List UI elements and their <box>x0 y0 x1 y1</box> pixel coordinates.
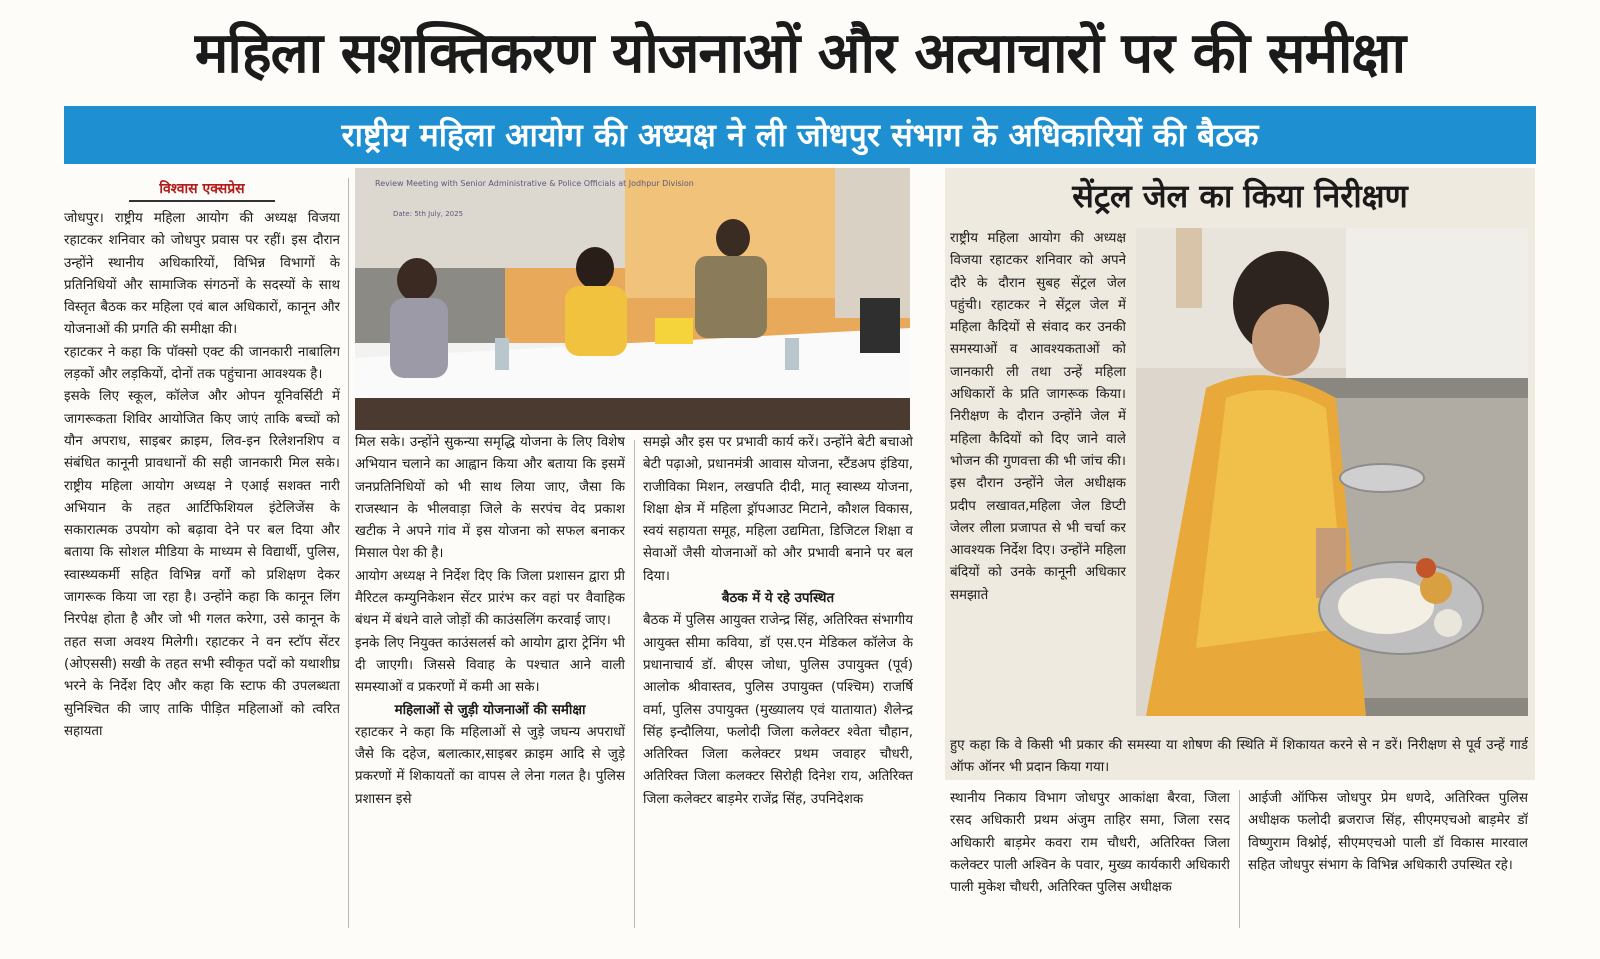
col1-paragraph-2: रहाटकर ने कहा कि पॉक्सो एक्ट की जानकारी नाबालिग लड़कों और लड़कियों, दोनों तक पहुंचाना आवश्यक है। <box>64 344 340 383</box>
col2-paragraph-3: इनके लिए नियुक्त काउंसलर्स को आयोग द्वारा ट्रेनिंग भी दी जाएगी। जिससे विवाह के पश्चात आने वाली समस्याओं व प्रकरणों में कमी आ सके। <box>355 635 625 696</box>
jail-paragraph-1: राष्ट्रीय महिला आयोग की अध्यक्ष विजया रहाटकर शनिवार को अपने दौरे के दौरान सुबह सेंट्रल जेल पहुंची। रहाटकर ने सेंट्रल जेल में महिला कैदियों से संवाद कर उनकी समस्याओं व आवश्यकताओं को जानकारी ली तथा उन्हें महिला अधिकारों के प्रति जागरूक किया। निरीक्षण के दौरान उन्होंने जेल में महिला कैदियों को दिए जाने वाले भोजन की गुणवत्ता की भी जांच की। इस दौरान उन्होंने जेल अधीक्षक प्रदीप लखावत,महिला जेल डिप्टी जेलर लीला प्रजापत से भी चर्चा कर आवश्यक निर्देश दिए। उन्होंने महिला बंदियों को उनके कानूनी अधिकार समझाते <box>950 231 1126 603</box>
jail-photo <box>1136 228 1528 716</box>
jail-inspection-text-narrow <box>950 228 1126 730</box>
col4-paragraph: स्थानीय निकाय विभाग जोधपुर आकांक्षा बैरवा, जिला रसद अधिकारी प्रथम अंजुम ताहिर समा, जिला रसद अधिकारी बाड़मेर कवरा राम चौधरी, अतिरिक्त जिला कलेक्टर पाली अश्विन के पवार, मुख्य कार्यकारी अधिकारी पाली मुकेश चौधरी, अतिरिक्त पुलिस अधीक्षक <box>950 791 1230 896</box>
col2-subhead: महिलाओं से जुड़ी योजनाओं की समीक्षा <box>394 702 586 718</box>
meeting-banner-date: Date: 5th July, 2025 <box>393 210 464 218</box>
byline-container <box>64 178 340 202</box>
byline: विश्वास एक्सप्रेस <box>129 179 274 202</box>
column-4 <box>950 788 1230 930</box>
jail-paragraph-2: हुए कहा कि वे किसी भी प्रकार की समस्या या शोषण की स्थिति में शिकायत करने से न डरें। निरीक्षण से पूर्व उन्हें गार्ड ऑफ ऑनर भी प्रदान किया गया। <box>950 738 1528 776</box>
meeting-photo-image <box>355 168 910 430</box>
col3-subhead: बैठक में ये रहे उपस्थित <box>721 591 835 607</box>
jail-inspection-text-wide <box>950 735 1528 779</box>
col1-paragraph-1: जोधपुर। राष्ट्रीय महिला आयोग की अध्यक्ष विजया रहाटकर शनिवार को जोधपुर प्रवास पर रहीं। इस दौरान उन्होंने स्थानीय अधिकारियों, विभिन्न विभागों के प्रतिनिधियों और सामाजिक संगठनों के सदस्यों के साथ विस्तृत बैठक कर महिला एवं बाल अधिकारों, कानून और योजनाओं की प्रगति की समीक्षा की। <box>64 211 340 338</box>
col3-paragraph-2: बैठक में पुलिस आयुक्त राजेन्द्र सिंह, अतिरिक्त संभागीय आयुक्त सीमा कविया, डॉ एस.एन मेडिकल कॉलेज के प्रधानाचार्य डॉ. बीएस जोधा, पुलिस उपायुक्त (पूर्व) आलोक श्रीवास्तव, पुलिस उपायुक्त (पश्चिम) राजर्षि वर्मा, पुलिस उपायुक्त (मुख्यालय एवं यातायात) शैलेन्द्र सिंह इन्दौलिया, फलोदी जिला कलेक्टर श्वेता चौहान, अतिरिक्त जिला कलेक्टर प्रथम जवाहर चौधरी, अतिरिक्त जिला कलक्टर सिरोही दिनेश राय, अतिरिक्त जिला कलेक्टर बाड़मेर राजेंद्र सिंह, उपनिदेशक <box>643 613 913 807</box>
column-divider <box>634 440 635 928</box>
col2-paragraph-4: रहाटकर ने कहा कि महिलाओं से जुड़े जघन्य अपराधों जैसे कि दहेज, बलात्कार,साइबर क्राइम आदि से जुड़े प्रकरणों में शिकायतों का वापस ले लेना गलत है। पुलिस प्रशासन इसे <box>355 724 625 807</box>
column-divider <box>348 178 349 928</box>
jail-photo-image <box>1136 228 1528 716</box>
col2-paragraph-1: मिल सके। उन्होंने सुकन्या समृद्धि योजना के लिए विशेष अभियान चलाने का आह्वान किया और बताया कि इसमें जनप्रतिनिधियों को भी साथ लिया जाए, जैसा कि राजस्थान के भीलवाड़ा जिले के सरपंच वेद प्रकाश खटीक ने अपने गांव में इस योजना को सफल बनाकर मिसाल पेश की है। <box>355 435 625 562</box>
column-2 <box>355 432 625 930</box>
col5-paragraph: आईजी ऑफिस जोधपुर प्रेम धणदे, अतिरिक्त पुलिस अधीक्षक फलोदी ब्रजराज सिंह, सीएमएचओ बाड़मेर डॉ विष्णुराम विश्नोई, सीएमएचओ पाली डॉ विकास मारवाल सहित जोधपुर संभाग के विभिन्न अधिकारी उपस्थित रहे। <box>1248 791 1528 873</box>
column-divider <box>1239 790 1240 928</box>
subheadline-bar: राष्ट्रीय महिला आयोग की अध्यक्ष ने ली जोधपुर संभाग के अधिकारियों की बैठक <box>64 106 1536 164</box>
column-5 <box>1248 788 1528 930</box>
meeting-banner-text: Review Meeting with Senior Administrative & Police Officials at Jodhpur Division <box>375 179 694 188</box>
col3-paragraph-1: समझे और इस पर प्रभावी कार्य करें। उन्होंने बेटी बचाओ बेटी पढ़ाओ, प्रधानमंत्री आवास योजना, स्टैंडअप इंडिया, राजीविका मिशन, लखपति दीदी, मातृ स्वास्थ्य योजना, शिक्षा क्षेत्र में महिला ड्रॉपआउट मिटाने, कौशल विकास, स्वयं सहायता समूह, महिला उद्यमिता, डिजिटल शिक्षा व सेवाओं जैसी योजनाओं को और प्रभावी बनाने पर बल दिया। <box>643 435 913 584</box>
headline: महिला सशक्तिकरण योजनाओं और अत्याचारों पर की समीक्षा <box>194 21 1406 86</box>
column-3 <box>643 432 913 930</box>
col2-paragraph-2: आयोग अध्यक्ष ने निर्देश दिए कि जिला प्रशासन द्वारा प्री मैरिटल कम्युनिकेशन सेंटर प्रारंभ कर वहां पर वैवाहिक बंधन में बंधने वाले जोड़ों की काउंसलिंग करवाई जाए। <box>355 568 625 629</box>
jail-inspection-title: सेंट्रल जेल का किया निरीक्षण <box>1072 177 1408 215</box>
column-1 <box>64 208 340 928</box>
meeting-photo <box>355 168 910 430</box>
col1-paragraph-3: इसके लिए स्कूल, कॉलेज और ओपन यूनिवर्सिटी में जागरूकता शिविर आयोजित किए जाएं ताकि बच्चों को यौन अपराध, साइबर क्राइम, लिव-इन रिलेशनशिप व संबंधित कानूनी प्रावधानों की सही जानकारी मिल सके। राष्ट्रीय महिला आयोग अध्यक्ष ने एआई सशक्त नारी अभियान के तहत आर्टिफिशियल इंटेलिजेंस के सकारात्मक उपयोग को बढ़ावा देने पर बल दिया और बताया कि सोशल मीडिया के माध्यम से विद्यार्थी, पुलिस, स्वास्थ्यकर्मी सहित विभिन्न वर्गों को प्रशिक्षण देकर जागरूक किया जा रहा है। उन्होंने कहा कि कानून लिंग निरपेक्ष होता है और जो भी गलत करेगा, उसे कानून के तहत सजा अवश्य मिलेगी। रहाटकर ने वन स्टॉप सेंटर (ओएससी) सखी के तहत सभी स्वीकृत पदों को यथाशीघ्र भरने के निर्देश दिए और कहा कि स्टाफ की उपलब्धता सुनिश्चित की जाए ताकि पीड़ित महिलाओं को त्वरित सहायता <box>64 389 340 739</box>
